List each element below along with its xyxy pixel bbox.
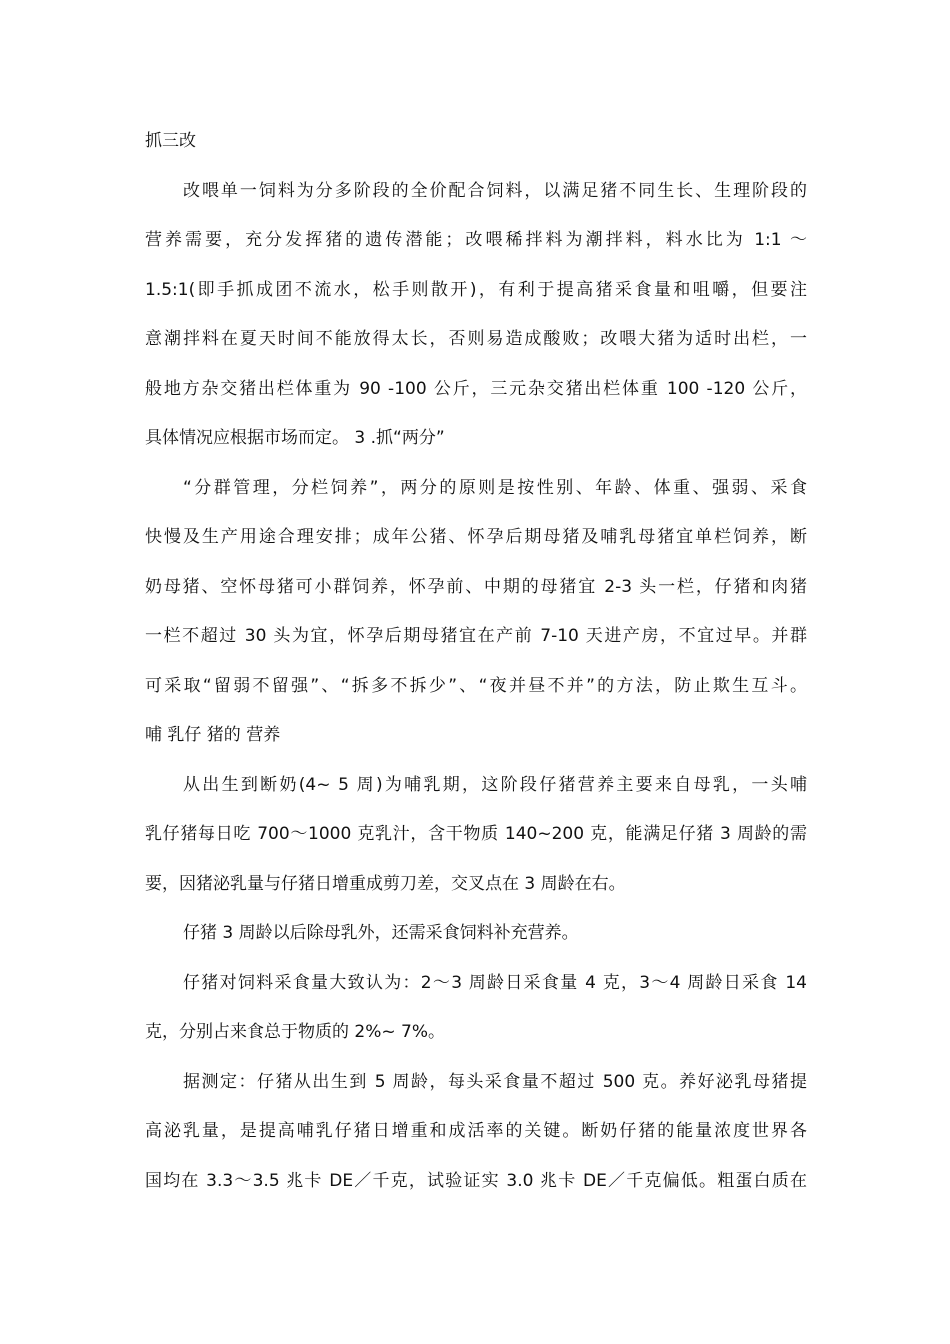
text-line: 可采取“留弱不留强”、“拆多不拆少”、“夜并昼不并”的方法，防止欺生互斗。 <box>145 675 807 696</box>
text-line: 般地方杂交猪出栏体重为 90 -100 公斤，三元杂交猪出栏体重 100 -120 公斤， <box>145 378 807 399</box>
text-line: 从出生到断奶(4~ 5 周)为哺乳期，这阶段仔猪营养主要来自母乳，一头哺 <box>183 774 807 795</box>
text-line: 要，因猪泌乳量与仔猪日增重成剪刀差，交叉点在 3 周龄在右。 <box>145 873 626 894</box>
text-line: 仔猪对饲料采食量大致认为：2～3 周龄日采食量 4 克，3～4 周龄日采食 14 <box>183 972 807 993</box>
text-line: “分群管理，分栏饲养”，两分的原则是按性别、年龄、体重、强弱、采食 <box>183 477 807 498</box>
text-line: 1.5:1(即手抓成团不流水，松手则散开)，有利于提高猪采食量和咀嚼，但要注 <box>145 279 807 300</box>
text-line: 抓三改 <box>145 131 196 151</box>
text-line: 国均在 3.3～3.5 兆卡 DE／千克，试验证实 3.0 兆卡 DE／千克偏低。粗蛋白质在 <box>145 1170 807 1191</box>
text-line: 营养需要，充分发挥猪的遗传潜能；改喂稀拌料为潮拌料，料水比为 1:1 ～ <box>145 230 807 250</box>
text-line: 意潮拌料在夏天时间不能放得太长，否则易造成酸败；改喂大猪为适时出栏，一 <box>145 329 807 349</box>
text-line: 哺 乳仔 猪的 营养 <box>145 725 281 745</box>
text-line: 克，分别占来食总于物质的 2%~ 7%。 <box>145 1022 445 1042</box>
text-line: 快慢及生产用途合理安排；成年公猪、怀孕后期母猪及哺乳母猪宜单栏饲养，断 <box>145 527 807 547</box>
text-line: 具体情况应根据市场而定。 3 .抓“两分” <box>145 428 445 448</box>
text-line: 仔猪 3 周龄以后除母乳外，还需采食饲料补充营养。 <box>183 923 579 943</box>
text-line: 乳仔猪每日吃 700～1000 克乳汁，含干物质 140~200 克，能满足仔猪 3 周龄的需 <box>145 824 807 844</box>
text-line: 改喂单一饲料为分多阶段的全价配合饲料，以满足猪不同生长、生理阶段的 <box>183 180 807 201</box>
text-line: 据测定：仔猪从出生到 5 周龄，每头采食量不超过 500 克。养好泌乳母猪提 <box>183 1071 807 1092</box>
text-line: 高泌乳量，是提高哺乳仔猪日增重和成活率的关键。断奶仔猪的能量浓度世界各 <box>145 1121 807 1141</box>
document-body <box>145 123 807 1212</box>
text-line: 一栏不超过 30 头为宜，怀孕后期母猪宜在产前 7-10 天进产房，不宜过早。并群 <box>145 626 807 646</box>
text-line: 奶母猪、空怀母猪可小群饲养，怀孕前、中期的母猪宜 2-3 头一栏，仔猪和肉猪 <box>145 576 807 597</box>
